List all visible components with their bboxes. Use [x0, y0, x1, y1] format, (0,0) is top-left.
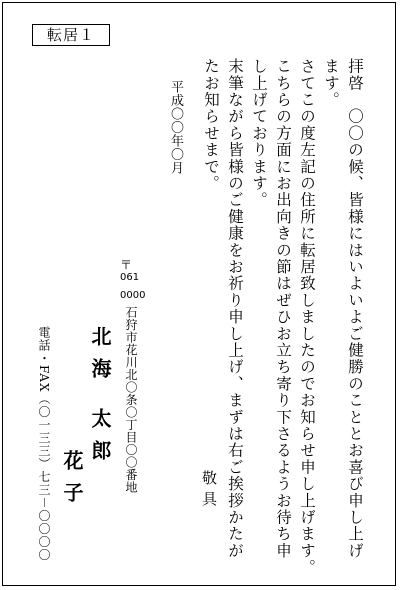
closing-keigu: 敬具 [200, 470, 218, 512]
letter-line-3: さてこの度左記の住所に転居致しましたのでお知らせ申し上げます。 [298, 58, 316, 576]
letter-line-2: ます。 [322, 58, 340, 109]
sender-name-3: 花子 [60, 450, 84, 514]
postal-mark-icon: 〒 [120, 258, 133, 272]
letter-line-7: たお知らせまで。 [202, 58, 220, 192]
letter-date: 平成〇〇年〇月 [168, 80, 183, 175]
sender-name-1: 北海 [88, 326, 112, 390]
letter-line-1: 拝啓 〇〇の候、皆様にはいよいよご健勝のこととお喜び申し上げ [346, 58, 364, 559]
letter-line-4: こちらの方面にお出向きの節はぜひお立ち寄り下さるようお待ち申 [274, 58, 292, 560]
letter-line-5: し上げております。 [250, 58, 268, 209]
sender-name-2: 太郎 [88, 408, 112, 472]
letter-line-6: 末筆ながら皆様のご健康をお祈り申し上げ、まずは右ご挨拶かたが [226, 58, 244, 559]
sender-phone: 電話・FAX（〇一三三）七三－〇〇〇〇 [37, 326, 51, 562]
postal-code-2: 0000 [120, 290, 146, 301]
postal-code-1: 061 [120, 272, 140, 283]
template-tag: 転居１ [32, 24, 110, 46]
sender-address: 石狩市花川北〇条〇丁目〇〇番地 [124, 306, 138, 494]
